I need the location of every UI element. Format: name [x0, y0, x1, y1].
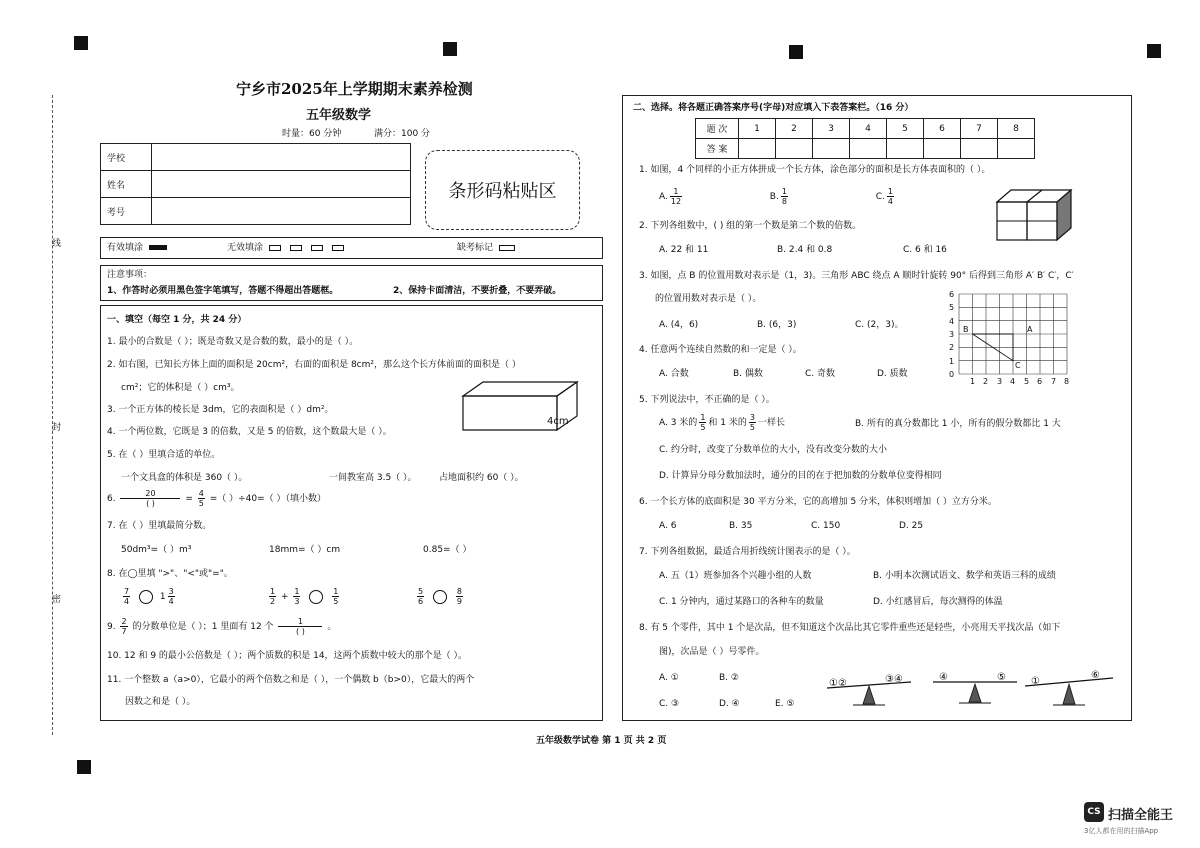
- invalid-mark-2: [290, 245, 302, 251]
- choice-q3-opt-c: C. (2，3)。: [855, 320, 904, 330]
- fill-q5c: 占地面积约 60（ ）。: [439, 473, 524, 483]
- invalid-fill-label: 无效填涂: [227, 243, 264, 253]
- binding-label-xian: 线: [52, 239, 62, 249]
- fill-q8c: $\frac{5}{6}$ $\frac{8}{9}$: [418, 587, 462, 606]
- balance-scale-3: [1021, 670, 1117, 708]
- exam-title: 宁乡市2025年上学期期末素养检测: [236, 80, 473, 98]
- fill-q11b: 因数之和是（ ）。: [125, 697, 196, 707]
- choice-q3a: 3. 如图，点 B 的位置用数对表示是（1，3)。三角形 ABC 绕点 A 顺时针旋转 90° 后得到三角形 A′ B′ C′，C′: [639, 271, 1074, 281]
- scale1-left: ①②: [829, 678, 847, 689]
- choice-q6-opt-b: B. 35: [729, 521, 753, 531]
- fill-q5a: 一个文具盒的体积是 360（ ）。: [121, 473, 248, 483]
- choice-q4-opt-a: A. 合数: [659, 369, 689, 379]
- choice-q8-opt-d: D. ④: [719, 699, 740, 709]
- exam-no-field[interactable]: [152, 198, 411, 225]
- invalid-mark-1: [269, 245, 281, 251]
- fill-q4: 4. 一个两位数，它既是 3 的倍数，又是 5 的倍数，这个数最大是（ ）。: [107, 427, 392, 437]
- grid-x-tick-6: 6: [1037, 377, 1043, 386]
- choice-q7-opt-d: D. 小红感冒后，每次测得的体温: [873, 597, 1003, 607]
- absent-label: 缺考标记: [457, 243, 494, 253]
- grid-point-b-label: B: [963, 325, 969, 334]
- choice-q2-opt-a: A. 22 和 11: [659, 245, 709, 255]
- grid-y-tick-1: 1: [949, 357, 955, 366]
- choice-q4-opt-b: B. 偶数: [733, 369, 763, 379]
- grid-x-tick-7: 7: [1051, 377, 1057, 386]
- answer-table-head: 题 次: [696, 119, 739, 139]
- grid-point-c-label: C: [1015, 361, 1021, 370]
- valid-fill-mark: [149, 245, 167, 250]
- grid-point-a-label: A: [1027, 325, 1033, 334]
- notice-item-1: 1、作答时必须用黑色签字笔填写，答题不得超出答题框。: [107, 286, 339, 296]
- invalid-mark-4: [332, 245, 344, 251]
- choice-q6-opt-d: D. 25: [899, 521, 924, 531]
- choice-q8a: 8. 有 5 个零件，其中 1 个是次品，但不知道这个次品比其它零件重些还是轻些，小亮用天平找次品（如下: [639, 623, 1061, 633]
- watermark-brand: 扫描全能王: [1108, 808, 1174, 823]
- student-info-table: [100, 143, 411, 225]
- grid-x-tick-3: 3: [997, 377, 1003, 386]
- valid-fill-label: 有效填涂: [107, 243, 144, 253]
- choice-q4-opt-d: D. 质数: [877, 369, 908, 379]
- answer-cell-3[interactable]: [813, 139, 850, 159]
- choice-q6-opt-a: A. 6: [659, 521, 677, 531]
- choice-q5-opt-b: B. 所有的真分数都比 1 小，所有的假分数都比 1 大: [855, 419, 1061, 429]
- grid-y-tick-5: 5: [949, 303, 955, 312]
- fill-q5b: 一间教室高 3.5（ ）。: [329, 473, 417, 483]
- choice-q6-opt-c: C. 150: [811, 521, 841, 531]
- answer-cell-8[interactable]: [998, 139, 1035, 159]
- page-footer: 五年级数学试卷 第 1 页 共 2 页: [536, 736, 667, 746]
- grid-x-tick-1: 1: [970, 377, 976, 386]
- choice-q8-opt-e: E. ⑤: [775, 699, 795, 709]
- answer-cell-1[interactable]: [739, 139, 776, 159]
- coordinate-grid: [939, 288, 1099, 388]
- choice-q5-opt-a: A. 3 米的 $\frac{1}{5}$ 和 1 米的 $\frac{3}{5}$ 一样长: [659, 413, 785, 432]
- answer-table: 题 次 1 2 3 4 5 6 7 8 答 案: [695, 118, 1035, 159]
- notice-title: 注意事项：: [107, 270, 153, 280]
- exam-score: 满分：100 分: [374, 129, 431, 139]
- choice-q2: 2. 下列各组数中，( ) 组的第一个数是第二个数的倍数。: [639, 221, 862, 231]
- fill-q6: 6. $\frac{20}{( )}$ = $\frac{4}{5}$ =（ ）÷40=（ ）（填小数）: [107, 489, 327, 508]
- choice-q2-opt-c: C. 6 和 16: [903, 245, 947, 255]
- cubes-figure: [995, 188, 1081, 244]
- binding-label-mi: 密: [52, 595, 62, 605]
- choice-q5-opt-c: C. 约分时，改变了分数单位的大小，没有改变分数的大小: [659, 445, 888, 455]
- choice-q7-opt-c: C. 1 分钟内，通过某路口的各种车的数量: [659, 597, 824, 607]
- choice-q5-opt-d: D. 计算异分母分数加法时，通分的目的在于把加数的分数单位变得相同: [659, 471, 942, 481]
- fill-q8a: $\frac{7}{4}$ 1 $\frac{3}{4}$: [124, 587, 174, 606]
- choice-q1: 1. 如图，4 个同样的小正方体拼成一个长方体，涂色部分的面积是长方体表面积的（ ）。: [639, 165, 991, 175]
- choice-q7-opt-b: B. 小明本次测试语文、数学和英语三科的成绩: [873, 571, 1056, 581]
- absent-mark[interactable]: [499, 245, 515, 251]
- notice-item-2: 2、保持卡面清洁，不要折叠，不要弄破。: [393, 286, 562, 296]
- school-field[interactable]: [152, 144, 411, 171]
- answer-cell-2[interactable]: [776, 139, 813, 159]
- choice-q6: 6. 一个长方体的底面积是 30 平方分米，它的高增加 5 分米，体积则增加（ ）立方分米。: [639, 497, 997, 507]
- scale3-left: ①: [1031, 676, 1040, 687]
- section2-box: [622, 95, 1132, 721]
- scanner-watermark: [1084, 802, 1188, 838]
- cuboid-figure: [459, 378, 599, 434]
- watermark-sub: 3亿人都在用的扫描App: [1084, 827, 1159, 835]
- choice-q4-opt-c: C. 奇数: [805, 369, 836, 379]
- registration-mark-top-far-right: [1147, 44, 1161, 58]
- grid-x-tick-8: 8: [1064, 377, 1070, 386]
- scale3-right: ⑥: [1091, 670, 1100, 681]
- q6-fraction-2: $\frac{4}{5}$: [198, 489, 204, 508]
- school-label: 学校: [101, 144, 152, 171]
- fill-q8: 8. 在◯里填 ">"、"<"或"="。: [107, 569, 233, 579]
- choice-q1-options: A. $\frac{1}{12}$ B. $\frac{1}{8}$ C. $\frac{1}{4}$: [659, 187, 893, 206]
- grid-y-tick-4: 4: [949, 317, 955, 326]
- registration-mark-bottom-left: [77, 760, 91, 774]
- grid-y-tick-2: 2: [949, 343, 955, 352]
- fill-q7b: 18mm=（ ）cm: [269, 545, 341, 555]
- registration-mark-top-right: [789, 45, 803, 59]
- barcode-label: 条形码粘贴区: [448, 181, 557, 202]
- compare-circle-1[interactable]: [139, 590, 153, 604]
- choice-q8b: 图)，次品是（ ）号零件。: [659, 647, 765, 657]
- fill-q2b: cm²；它的体积是（ ）cm³。: [121, 383, 240, 393]
- exam-no-label: 考号: [101, 198, 152, 225]
- registration-mark-top-left: [74, 36, 88, 50]
- q6-fraction-1: $\frac{20}{( )}$: [120, 489, 180, 508]
- scale1-right: ③④: [885, 674, 903, 685]
- name-label: 姓名: [101, 171, 152, 198]
- balance-scale-1: [823, 674, 915, 708]
- fill-q7a: 50dm³=（ ）m³: [121, 545, 192, 555]
- name-field[interactable]: [152, 171, 411, 198]
- fill-q1: 1. 最小的合数是（ ）；既是奇数又是合数的数，最小的是（ ）。: [107, 337, 359, 347]
- exam-subject: 五年级数学: [306, 108, 372, 123]
- choice-q5: 5. 下列说法中，不正确的是（ ）。: [639, 395, 775, 405]
- fill-q8b: $\frac{1}{2}$ + $\frac{1}{3}$ $\frac{1}{5}$: [270, 587, 339, 606]
- fill-q5: 5. 在（ ）里填合适的单位。: [107, 450, 221, 460]
- barcode-area: [425, 150, 580, 230]
- fill-q7c: 0.85=（ ）: [423, 545, 472, 555]
- answer-cell-7[interactable]: [961, 139, 998, 159]
- fill-q9: 9. $\frac{2}{7}$ 的分数单位是（ ）；1 里面有 12 个 $\frac{1}{( )}$ 。: [107, 617, 337, 636]
- choice-q2-opt-b: B. 2.4 和 0.8: [777, 245, 833, 255]
- choice-q7: 7. 下列各组数据，最适合用折线统计图表示的是（ ）。: [639, 547, 856, 557]
- fill-q10: 10. 12 和 9 的最小公倍数是（ ）；两个质数的积是 14，这两个质数中较大的那个是（ ）。: [107, 651, 467, 661]
- choice-q8-opt-c: C. ③: [659, 699, 680, 709]
- binding-dashed-line: [52, 95, 53, 735]
- section1-box: [100, 305, 603, 721]
- cs-logo: CS: [1084, 802, 1104, 822]
- choice-q3-opt-b: B. (6，3): [757, 320, 797, 330]
- cuboid-dimension-label: 4cm: [547, 416, 569, 427]
- grid-x-tick-4: 4: [1010, 377, 1016, 386]
- registration-mark-top-mid: [443, 42, 457, 56]
- section2-heading: 二、选择。将各题正确答案序号(字母)对应填入下表答案栏。（16 分）: [633, 103, 914, 113]
- scale2-right: ⑤: [997, 672, 1006, 683]
- notice-box: [100, 265, 603, 301]
- fill-q11a: 11. 一个整数 a（a>0），它最小的两个倍数之和是（ ），一个偶数 b（b>0），它最大的两个: [107, 675, 475, 685]
- choice-q8-opt-a: A. ①: [659, 673, 679, 683]
- answer-cell-5[interactable]: [887, 139, 924, 159]
- scale2-left: ④: [939, 672, 948, 683]
- choice-q8-opt-b: B. ②: [719, 673, 739, 683]
- exam-time: 时量：60 分钟: [282, 129, 342, 139]
- grid-y-tick-6: 6: [949, 290, 955, 299]
- choice-q4: 4. 任意两个连续自然数的和一定是（ ）。: [639, 345, 802, 355]
- invalid-mark-3: [311, 245, 323, 251]
- answer-row-label: 答 案: [696, 139, 739, 159]
- fill-q3: 3. 一个正方体的棱长是 3dm，它的表面积是（ ）dm²。: [107, 405, 334, 415]
- grid-y-tick-3: 3: [949, 330, 955, 339]
- grid-y-tick-0: 0: [949, 370, 955, 379]
- fill-legend: [100, 237, 603, 259]
- balance-scale-2: [929, 670, 1021, 706]
- grid-x-tick-5: 5: [1024, 377, 1030, 386]
- choice-q3b: 的位置用数对表示是（ ）。: [655, 294, 762, 304]
- choice-q7-opt-a: A. 五（1）班参加各个兴趣小组的人数: [659, 571, 812, 581]
- binding-label-feng: 封: [52, 423, 62, 433]
- fill-q7: 7. 在（ ）里填最简分数。: [107, 521, 212, 531]
- answer-cell-6[interactable]: [924, 139, 961, 159]
- compare-circle-3[interactable]: [433, 590, 447, 604]
- choice-q3-opt-a: A. (4，6): [659, 320, 699, 330]
- fill-q2a: 2. 如右图，已知长方体上面的面积是 20cm²，右面的面积是 8cm²，那么这个长方体前面的面积是（ ）: [107, 360, 521, 370]
- answer-cell-4[interactable]: [850, 139, 887, 159]
- section1-heading: 一、填空（每空 1 分，共 24 分）: [107, 315, 247, 325]
- compare-circle-2[interactable]: [309, 590, 323, 604]
- grid-x-tick-2: 2: [983, 377, 989, 386]
